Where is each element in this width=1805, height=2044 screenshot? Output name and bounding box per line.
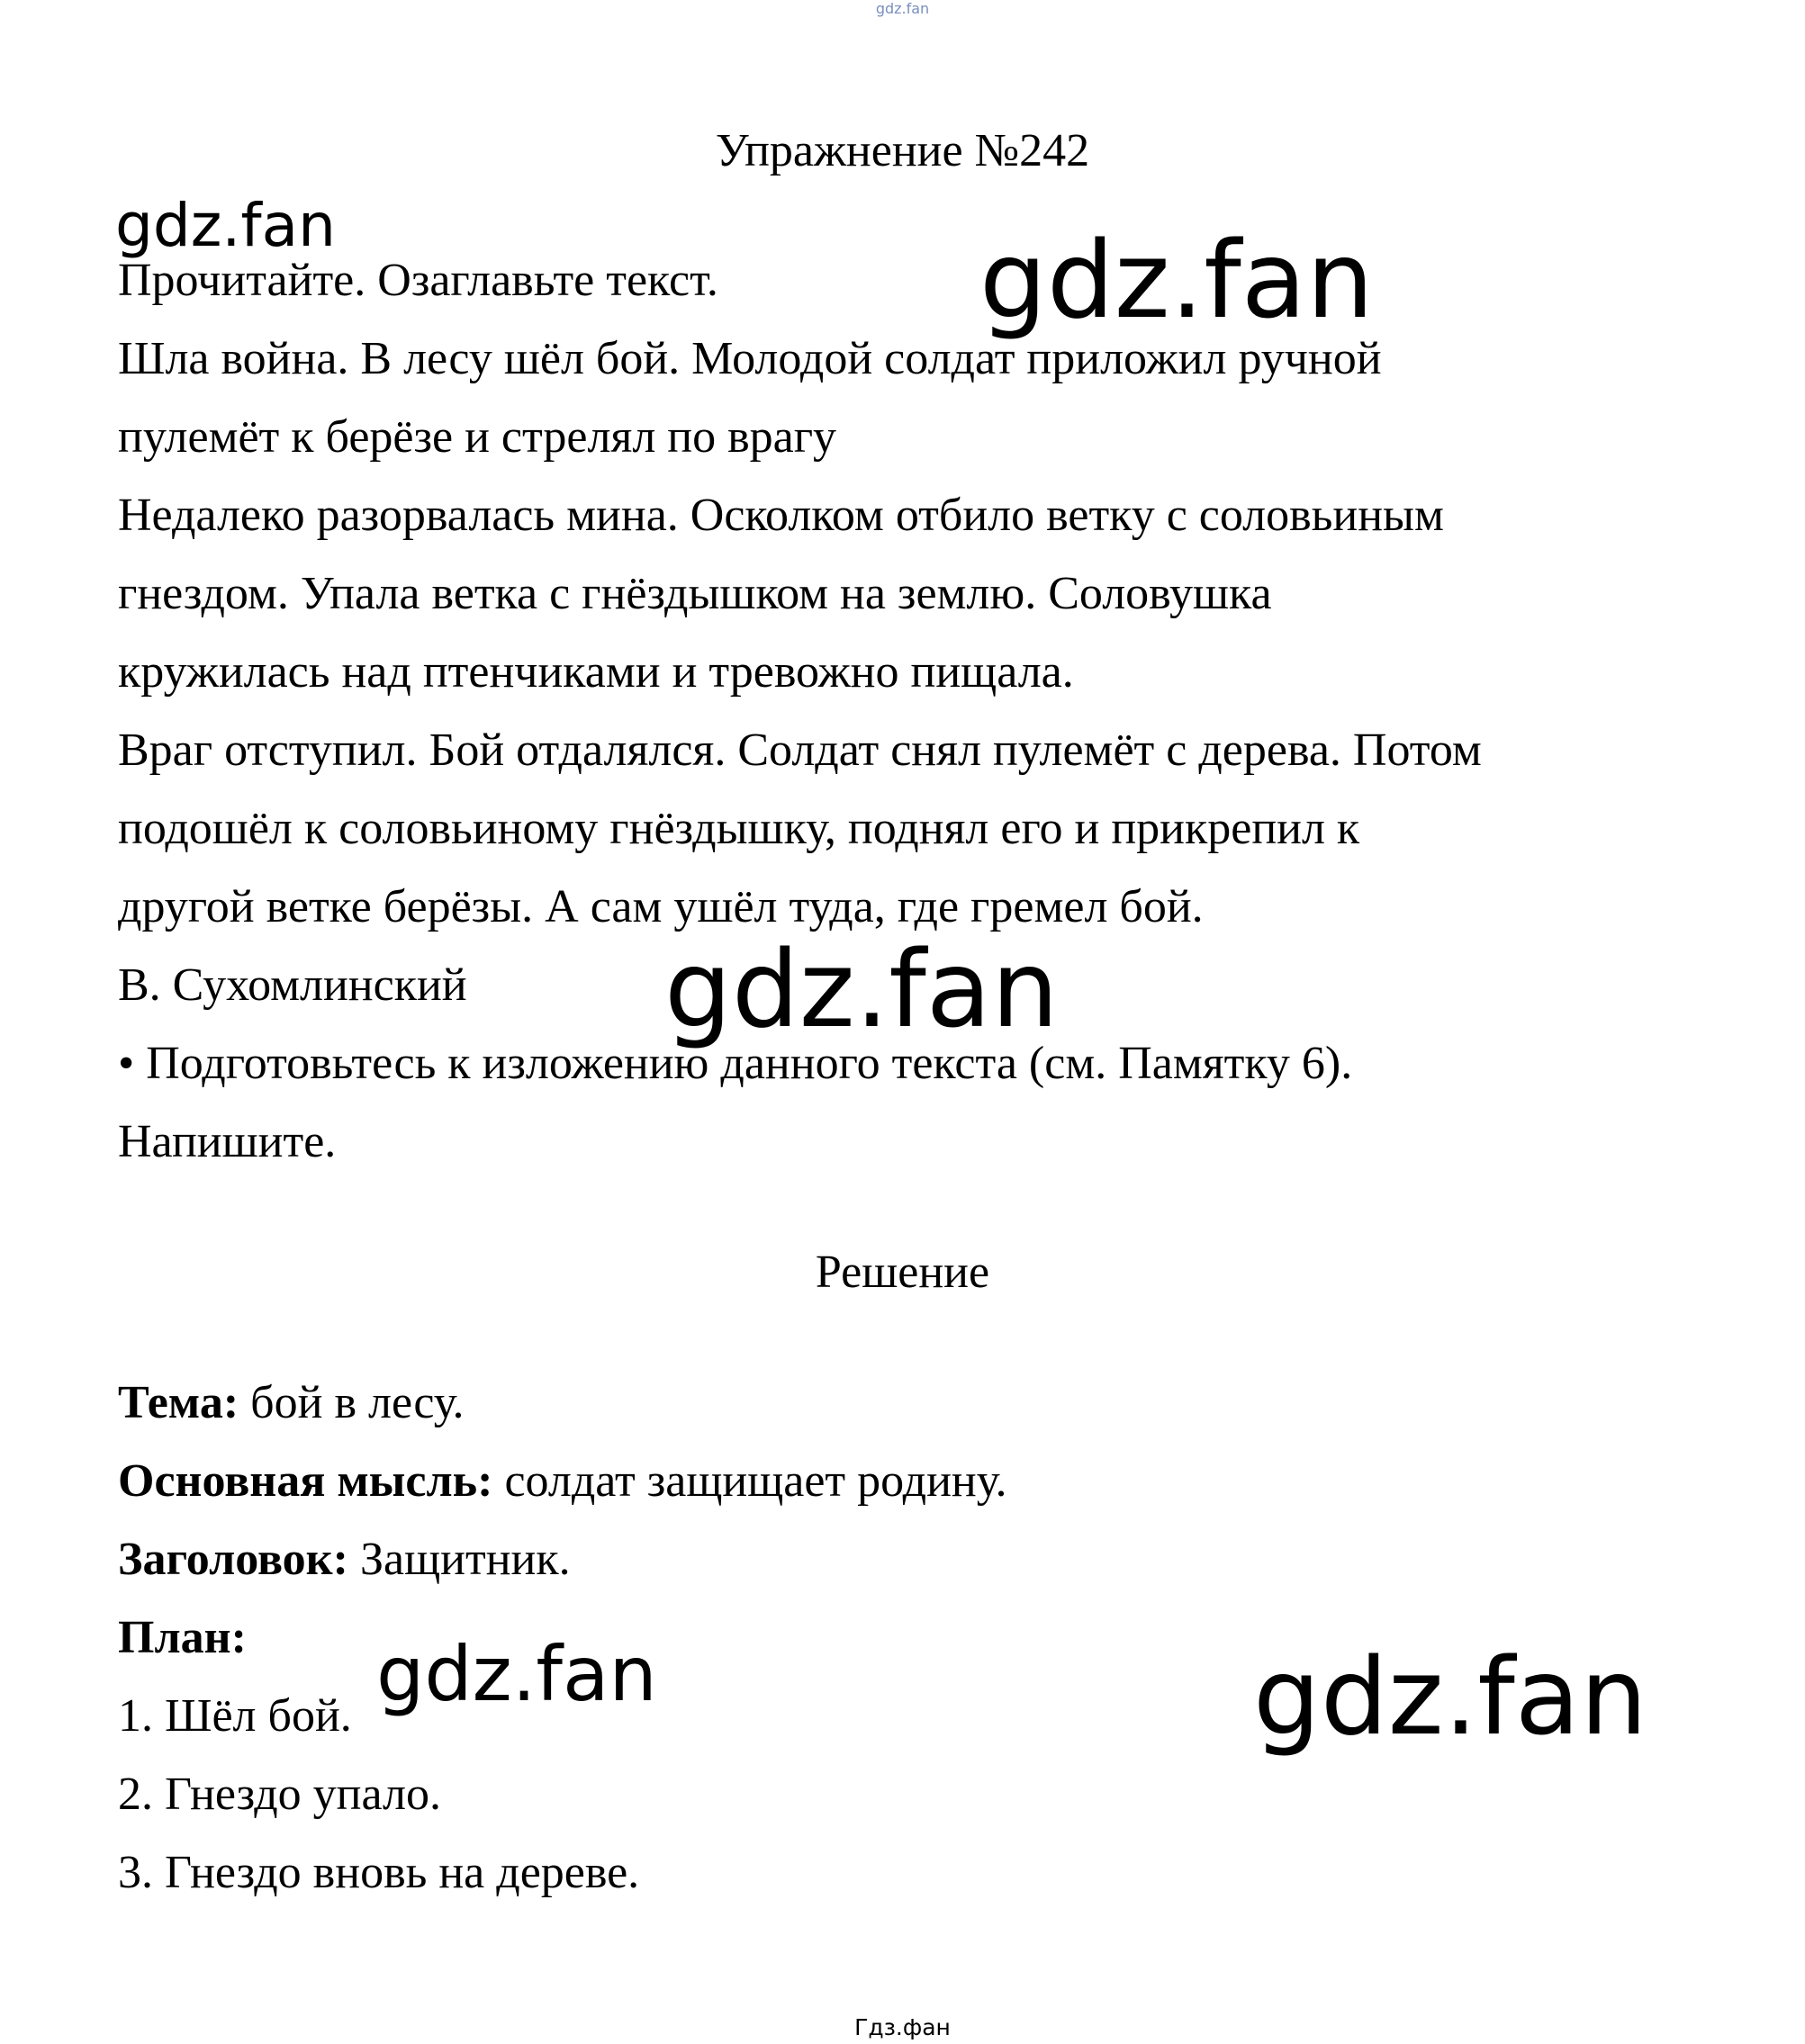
watermark-top: gdz.fan: [875, 0, 930, 17]
plan-item: 1. Шёл бой.: [118, 1690, 352, 1742]
instruction-line: Напишите.: [118, 1116, 337, 1167]
plan-item: 3. Гнездо вновь на дереве.: [118, 1847, 640, 1898]
plan-item: 2. Гнездо упало.: [118, 1769, 441, 1820]
instruction-line: • Подготовьтесь к изложению данного текста (см. Памятку 6).: [118, 1038, 1353, 1089]
idea-row: [118, 1454, 1007, 1508]
watermark-large: gdz.fan: [1253, 1634, 1647, 1759]
theme-value: бой в лесу.: [239, 1377, 465, 1428]
idea-label: Основная мысль:: [118, 1455, 493, 1507]
exercise-task: Прочитайте. Озаглавьте текст.: [118, 255, 718, 306]
title-row: [118, 1533, 571, 1587]
watermark-large: gdz.fan: [115, 191, 336, 260]
text-line: подошёл к соловьиному гнёздышку, поднял его и прикрепил к: [118, 803, 1360, 854]
text-line: пулемёт к берёзе и стрелял по врагу: [118, 411, 837, 463]
text-line: гнездом. Упала ветка с гнёздышком на землю. Соловушка: [118, 568, 1272, 619]
exercise-title: Упражнение №242: [715, 125, 1090, 176]
text-line: Враг отступил. Бой отдалялся. Солдат снял пулемёт с дерева. Потом: [118, 725, 1482, 776]
plan-label: План:: [118, 1612, 247, 1663]
text-line: Шла война. В лесу шёл бой. Молодой солдат приложил ручной: [118, 333, 1382, 384]
title-value: Защитник.: [347, 1534, 571, 1585]
author: В. Сухомлинский: [118, 959, 467, 1011]
text-line: кружилась над птенчиками и тревожно пищала.: [118, 646, 1074, 698]
watermark-large: gdz.fan: [664, 927, 1059, 1051]
theme-label: Тема:: [118, 1377, 239, 1428]
watermark-large: gdz.fan: [376, 1630, 657, 1718]
text-line: другой ветке берёзы. А сам ушёл туда, где гремел бой.: [118, 881, 1204, 932]
watermark-large: gdz.fan: [979, 218, 1374, 342]
theme-row: [118, 1376, 465, 1430]
watermark-bottom: Гдз.фан: [854, 2014, 951, 2040]
idea-value: солдат защищает родину.: [492, 1455, 1007, 1507]
text-line: Недалеко разорвалась мина. Осколком отбило ветку с соловьиным: [118, 490, 1444, 541]
solution-heading: Решение: [815, 1247, 990, 1298]
title-label: Заголовок:: [118, 1534, 348, 1585]
